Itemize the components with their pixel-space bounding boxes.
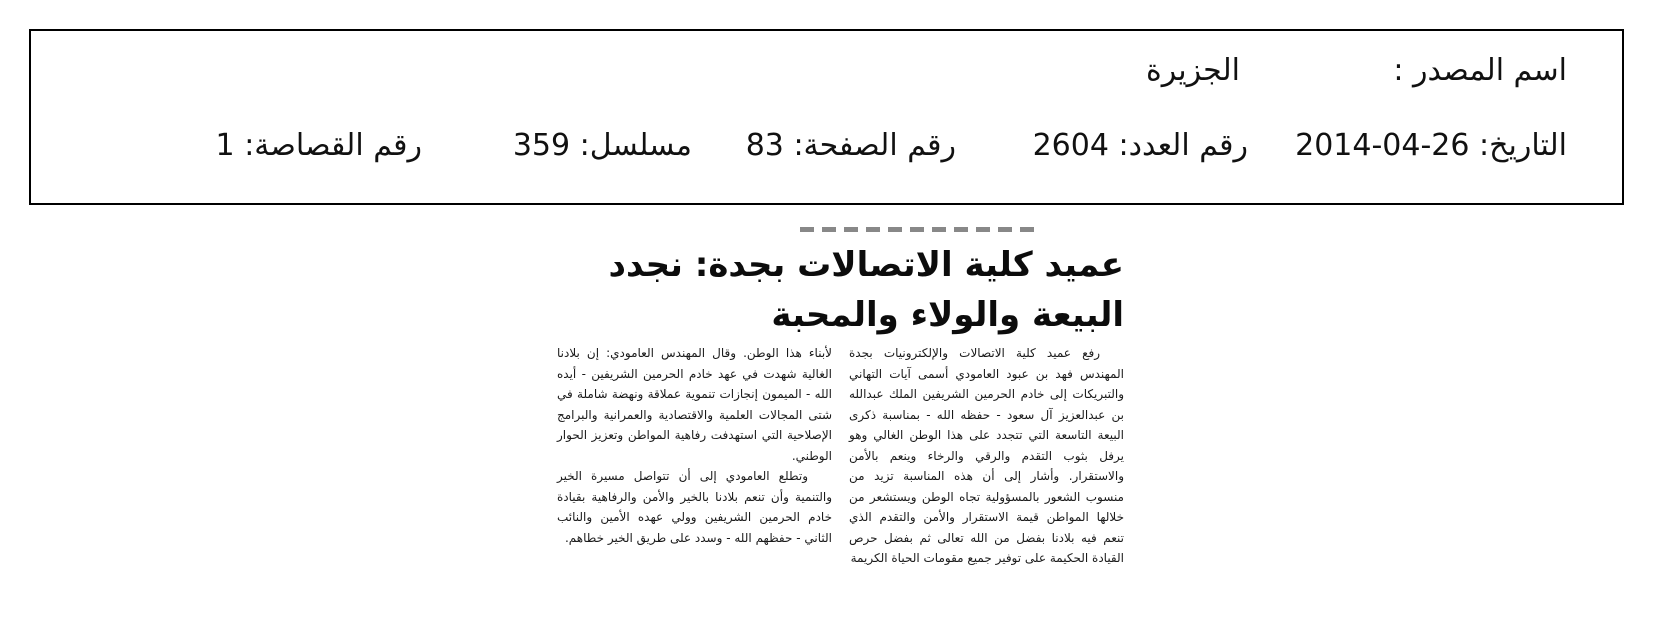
- article-paragraph: لأبناء هذا الوطن. وقال المهندس العامودي: إن بلادنا الغالية شهدت في عهد خادم الحرمين الشريفين - أيده الله - الميمون إنجازات تنموية عملاقة ونهضة شاملة في شتى المجالات العلمية والاقتصادية والعمرانية والبرامج الإصلاحية التي استهدفت رفاهية المواطن وتعزيز الحوار الوطني.: [557, 346, 832, 463]
- article-column-right: [849, 343, 1124, 569]
- clip-number-value: 1: [215, 128, 235, 163]
- page-number-label: رقم الصفحة:: [793, 128, 956, 163]
- source-label: اسم المصدر :: [1393, 53, 1567, 88]
- issue-number-field: [1033, 128, 1248, 164]
- clipping-cut-edge: [800, 227, 1040, 232]
- date-label: التاريخ:: [1479, 128, 1567, 163]
- date-field: [1295, 128, 1567, 164]
- issue-number-value: 2604: [1032, 128, 1109, 163]
- issue-number-label: رقم العدد:: [1118, 128, 1248, 163]
- date-value: 2014-04-26: [1295, 128, 1470, 163]
- page-number-field: [746, 128, 956, 164]
- newspaper-clipping: [540, 225, 1130, 619]
- source-value: الجزيرة: [1145, 53, 1240, 88]
- article-paragraph: وتطلع العامودي إلى أن تتواصل مسيرة الخير والتنمية وأن تنعم بلادنا بالخير والأمن والرفاهية بقيادة خادم الحرمين الشريفين وولي عهده الأمين والنائب الثاني - حفظهم الله - وسدد على طريق الخير خطاهم.: [557, 469, 832, 545]
- page-number-value: 83: [745, 128, 784, 163]
- clipping-info-box: [29, 29, 1624, 205]
- article-paragraph: رفع عميد كلية الاتصالات والإلكترونيات بجدة المهندس فهد بن عبود العامودي أسمى آيات التهاني والتبريكات إلى خادم الحرمين الشريفين الملك عبدالله بن عبدالعزيز آل سعود - حفظه الله - بمناسبة ذكرى البيعة التاسعة التي تتجدد على هذا الوطن الغالي وهو يرفل بثوب التقدم والرقي والرخاء وينعم بالأمن والاستقرار. وأشار إلى أن هذه المناسبة تزيد من منسوب الشعور بالمسؤولية تجاه الوطن ويستشعر من خلالها المواطن قيمة الاستقرار والأمن والتقدم الذي تنعم فيه بلادنا بفضل من الله تعالى ثم بفضل حرص القيادة الحكيمة على توفير جميع مقومات الحياة الكريمة: [849, 346, 1124, 565]
- serial-field: [513, 128, 692, 164]
- article-headline: عميد كلية الاتصالات بجدة: نجدد البيعة والولاء والمحبة: [608, 245, 1124, 335]
- serial-label: مسلسل:: [579, 128, 692, 163]
- serial-value: 359: [512, 128, 571, 163]
- clip-number-label: رقم القصاصة:: [244, 128, 422, 163]
- article-column-left: [557, 343, 832, 548]
- clip-number-field: [216, 128, 422, 164]
